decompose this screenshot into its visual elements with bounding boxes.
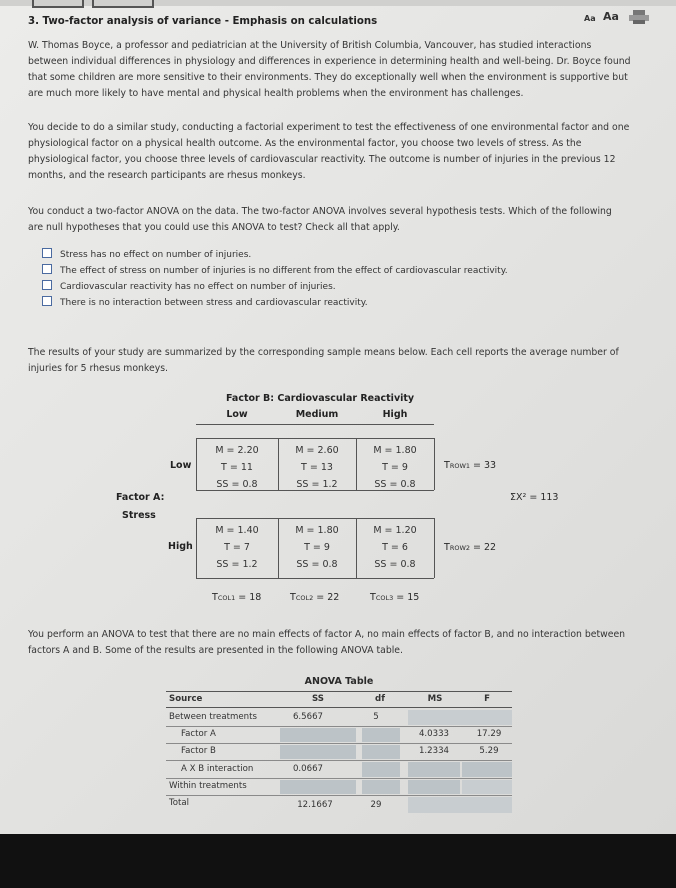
col-total-3: [370, 592, 419, 603]
question-paragraph: [28, 204, 656, 236]
cell-high-low: [196, 522, 278, 573]
total-subscript: COL3: [375, 594, 394, 602]
ms-factor-a: 4.0333: [418, 729, 450, 739]
f-factor-a: 17.29: [476, 729, 502, 739]
table-top-rule: [166, 691, 512, 692]
total-value: = 15: [393, 592, 420, 603]
level-a-low: Low: [170, 460, 192, 471]
df-interaction-input[interactable]: [362, 762, 400, 777]
cell-total: T = 9: [304, 542, 330, 553]
grid-line: [196, 518, 434, 519]
sum-x-squared: ΣX² = 113: [510, 492, 559, 503]
option-no-interaction[interactable]: [42, 296, 368, 310]
row-rule: [166, 726, 512, 727]
option-stress-no-effect[interactable]: [42, 248, 251, 262]
cell-total: T = 6: [382, 542, 408, 553]
table-header-rule: [166, 707, 512, 708]
grid-line: [196, 578, 434, 579]
cell-ss: SS = 0.8: [374, 559, 416, 570]
ss-within-input[interactable]: [280, 780, 356, 794]
cell-mean: M = 1.80: [373, 445, 417, 456]
anova-intro-line: You perform an ANOVA to test that there are no main effects of factor A, no main effects of factor B, and no interaction between: [28, 629, 626, 640]
ms-interaction-input[interactable]: [408, 762, 460, 777]
df-factor-a-input[interactable]: [362, 728, 400, 742]
results-line: injuries for 5 rhesus monkeys.: [28, 363, 168, 374]
total-subscript: ROW2: [449, 544, 471, 552]
ss-factor-b-input[interactable]: [280, 745, 356, 759]
intro-line: are much more likely to have mental and physical health problems when the environment has challenges.: [28, 88, 524, 99]
f-interaction-input[interactable]: [462, 762, 512, 777]
total-symbol: T: [444, 542, 450, 553]
anova-table-title: ANOVA Table: [304, 676, 374, 687]
col-total-1: [212, 592, 261, 603]
intro-line: between individual differences in physiology and differences in experience in determining health and well-being. Dr. Boyce found: [28, 56, 631, 67]
total-subscript: ROW1: [449, 462, 471, 470]
empty-cell: [462, 780, 512, 794]
source-interaction: A X B interaction: [181, 764, 254, 774]
ss-total: 12.1667: [297, 800, 333, 810]
factor-a-label: Factor A:: [116, 492, 165, 503]
cell-low-high: [354, 442, 436, 493]
print-icon[interactable]: [628, 9, 650, 23]
ss-factor-a-input[interactable]: [280, 728, 356, 742]
grid-line: [196, 438, 434, 439]
checkbox[interactable]: [42, 264, 52, 274]
results-line: The results of your study are summarized by the corresponding sample means below. Each cell reports the average number of: [28, 347, 619, 358]
monitor-bezel: [0, 834, 676, 888]
cell-mean: M = 1.20: [373, 525, 417, 536]
cell-mean: M = 2.20: [215, 445, 259, 456]
level-b-high: High: [382, 409, 408, 420]
source-within: Within treatments: [169, 781, 247, 791]
cell-ss: SS = 1.2: [296, 479, 338, 490]
header-source: Source: [169, 694, 203, 704]
cell-low-medium: [276, 442, 358, 493]
intro-line: W. Thomas Boyce, a professor and pediatrician at the University of British Columbia, Vancouver, has studied interactions: [28, 40, 592, 51]
source-factor-b: Factor B: [181, 746, 216, 756]
cell-ss: SS = 0.8: [374, 479, 416, 490]
total-symbol: T: [370, 592, 376, 603]
row-rule: [166, 743, 512, 744]
df-factor-b-input[interactable]: [362, 745, 400, 759]
f-factor-b: 5.29: [479, 746, 499, 756]
df-between: 5: [373, 712, 379, 722]
font-size-small-button[interactable]: Aa: [584, 14, 596, 23]
total-value: = 22: [313, 592, 340, 603]
cell-total: T = 11: [221, 462, 253, 473]
question-line: You conduct a two-factor ANOVA on the data. The two-factor ANOVA involves several hypothesis tests. Which of the following: [28, 206, 612, 217]
cell-high-high: [354, 522, 436, 573]
option-stress-vs-reactivity[interactable]: [42, 264, 508, 278]
checkbox[interactable]: [42, 248, 52, 258]
total-symbol: T: [444, 460, 450, 471]
row-rule: [166, 760, 512, 761]
question-line: are null hypotheses that you could use this ANOVA to test? Check all that apply.: [28, 222, 400, 233]
cell-mean: M = 1.40: [215, 525, 259, 536]
empty-cell: [408, 710, 512, 725]
total-subscript: COL2: [295, 594, 314, 602]
header-ms: MS: [427, 694, 443, 704]
option-reactivity-no-effect[interactable]: [42, 280, 336, 294]
study-line: months, and the research participants are rhesus monkeys.: [28, 170, 306, 181]
option-label: There is no interaction between stress and cardiovascular reactivity.: [60, 298, 368, 308]
header-df: df: [375, 694, 385, 704]
header-underline: [196, 424, 434, 425]
empty-cell: [408, 797, 512, 813]
cell-total: T = 13: [301, 462, 333, 473]
question-title: 3. Two-factor analysis of variance - Emphasis on calculations: [28, 16, 378, 27]
option-label: Cardiovascular reactivity has no effect on number of injuries.: [60, 282, 336, 292]
source-total: Total: [169, 798, 190, 808]
col-total-2: [290, 592, 339, 603]
header-ss: SS: [312, 694, 324, 704]
total-symbol: T: [290, 592, 296, 603]
anova-intro-line: factors A and B. Some of the results are presented in the following ANOVA table.: [28, 645, 403, 656]
level-a-high: High: [168, 541, 193, 552]
level-b-low: Low: [226, 409, 248, 420]
option-label: The effect of stress on number of injuries is no different from the effect of cardiovascular reactivity.: [60, 266, 508, 276]
source-factor-a: Factor A: [181, 729, 216, 739]
checkbox[interactable]: [42, 280, 52, 290]
cell-low-low: [196, 442, 278, 493]
df-within-input[interactable]: [362, 780, 400, 794]
cell-ss: SS = 1.2: [216, 559, 258, 570]
study-line: physiological factor on a physical health outcome. As the environmental factor, you choose two levels of stress. As the: [28, 138, 582, 149]
cell-mean: M = 1.80: [295, 525, 339, 536]
results-paragraph: [28, 345, 656, 377]
ss-interaction: 0.0667: [292, 764, 324, 774]
study-paragraph: [28, 120, 656, 184]
intro-line: that some children are more sensitive to their environments. They do exceptionally well when the environment is supportive but: [28, 72, 628, 83]
factor-b-heading: Factor B: Cardiovascular Reactivity: [226, 393, 415, 404]
total-symbol: T: [212, 592, 218, 603]
study-line: You decide to do a similar study, conducting a factorial experiment to test the effectiveness of one environmental factor and one: [28, 122, 630, 133]
cell-mean: M = 2.60: [295, 445, 339, 456]
row-rule: [166, 778, 512, 779]
row-total-1: [444, 460, 496, 471]
cell-ss: SS = 0.8: [216, 479, 258, 490]
level-b-medium: Medium: [295, 409, 339, 420]
top-tab-right: [92, 0, 154, 8]
total-value: = 18: [235, 592, 262, 603]
total-value: = 33: [470, 460, 497, 471]
ms-factor-b: 1.2334: [418, 746, 450, 756]
font-size-large-button[interactable]: Aa: [603, 10, 619, 23]
factor-a-stress-label: Stress: [122, 510, 156, 521]
ss-between: 6.5667: [292, 712, 324, 722]
top-tab-left: [32, 0, 84, 8]
header-f: F: [484, 694, 490, 704]
intro-paragraph: [28, 38, 656, 102]
checkbox[interactable]: [42, 296, 52, 306]
df-total: 29: [370, 800, 382, 810]
anova-intro-paragraph: [28, 627, 656, 659]
study-line: physiological factor, you choose three levels of cardiovascular reactivity. The outcome is number of injuries in the previous 12: [28, 154, 616, 165]
cell-total: T = 9: [382, 462, 408, 473]
option-label: Stress has no effect on number of injuries.: [60, 250, 252, 260]
ms-within-input[interactable]: [408, 780, 460, 794]
source-between: Between treatments: [169, 712, 257, 722]
cell-ss: SS = 0.8: [296, 559, 338, 570]
total-value: = 22: [470, 542, 497, 553]
row-total-2: [444, 542, 496, 553]
cell-total: T = 7: [224, 542, 250, 553]
cell-high-medium: [276, 522, 358, 573]
total-subscript: COL1: [217, 594, 236, 602]
row-rule: [166, 795, 512, 796]
